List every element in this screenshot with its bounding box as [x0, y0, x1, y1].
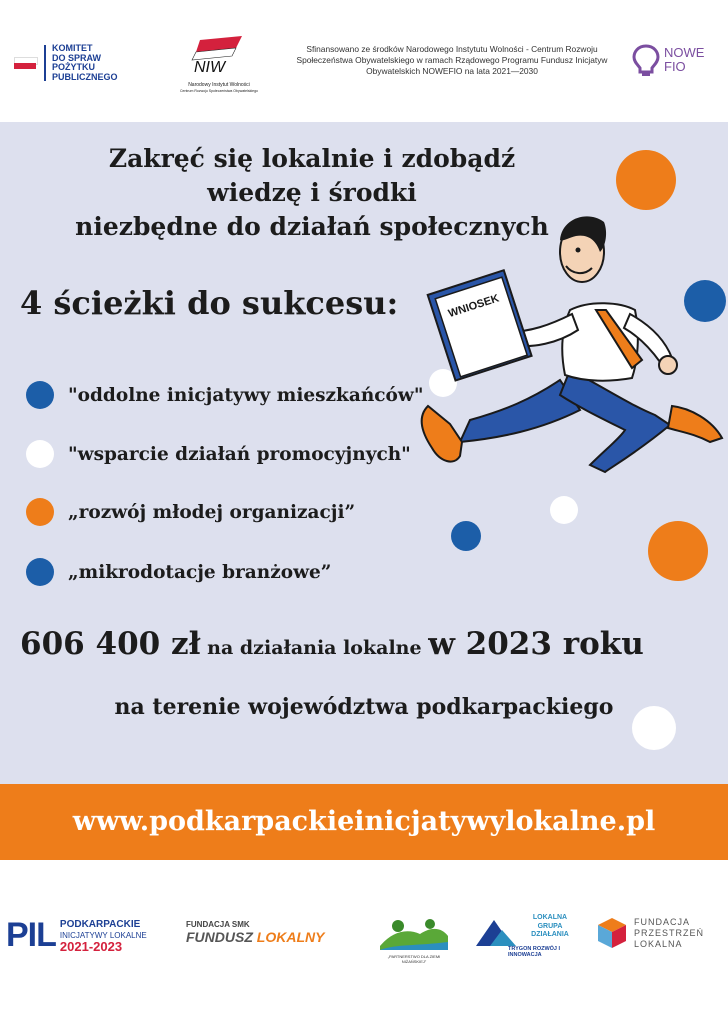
- kpp-logo: [14, 44, 142, 82]
- niw-logo: [176, 34, 262, 96]
- fpl-text-2: PRZESTRZEŃ: [634, 927, 705, 938]
- pil-years: 2021-2023: [59, 939, 123, 954]
- lightbulb-icon: [632, 44, 660, 76]
- path-label: "oddolne inicjatywy mieszkańców": [68, 384, 424, 406]
- trygon-text-1: LOKALNA: [532, 914, 568, 921]
- fundusz-lokalny-logo: [186, 920, 324, 945]
- niw-mark-text: NIW: [194, 59, 226, 74]
- path-label: "wsparcie działań promocyjnych": [68, 443, 411, 465]
- polish-flag-icon: [14, 57, 36, 69]
- smk-top: FUNDACJA SMK: [186, 920, 250, 929]
- kpp-text-3: POŻYTKU: [52, 62, 96, 72]
- funding-note: Sfinansowano ze środków Narodowego Instytutu Wolności - Centrum Rozwoju Społeczeństwa Obywatelskiego w ramach Rządowego Programu Fundusz Inicjatyw Obywatelskich NOWEFIO na lata 2021—2030: [296, 44, 608, 76]
- path-item: [26, 380, 423, 410]
- bullet-dot-icon: [26, 440, 54, 468]
- orange-circle: [648, 521, 708, 581]
- pil-logo: [6, 916, 147, 955]
- kpp-text-1: KOMITET: [52, 43, 93, 53]
- path-label: „rozwój młodej organizacji”: [68, 501, 356, 523]
- pil-mark: PIL: [6, 916, 56, 954]
- path-label: „mikrodotacje branżowe”: [68, 561, 332, 583]
- fundacja-przestrzen-lokalna-logo: [596, 916, 704, 950]
- amount-middle: na działania lokalne: [200, 637, 429, 659]
- path-item: [26, 497, 355, 527]
- trygon-sub: TRYGON ROZWÓJ I INNOWACJA: [508, 946, 561, 958]
- smk-right: LOKALNY: [256, 929, 325, 945]
- fio-line-1: NOWE: [664, 45, 705, 60]
- niw-caption: Narodowy Instytut Wolności: [188, 82, 250, 88]
- niw-caption-2: Centrum Rozwoju Społeczeństwa Obywatelskiego: [179, 89, 258, 93]
- smk-left: FUNDUSZ: [186, 929, 253, 945]
- website-link[interactable]: www.podkarpackieinicjatywylokalne.pl: [72, 806, 656, 837]
- fpl-text-1: FUNDACJA: [634, 916, 691, 927]
- sponsor-header: [0, 0, 728, 122]
- headline-line-2: wiedzę i środki: [207, 178, 417, 207]
- kpp-text-4: PUBLICZNEGO: [52, 71, 118, 82]
- trygon-text-2: GRUPA: [537, 922, 563, 930]
- white-circle: [550, 496, 578, 524]
- trygon-logo: [472, 912, 580, 960]
- headline-line-1: Zakręć się lokalnie i zdobądź: [108, 144, 516, 173]
- bullet-dot-icon: [26, 558, 54, 586]
- kpp-text-2: DO SPRAW: [52, 52, 102, 63]
- path-item: [26, 557, 331, 587]
- orange-circle: [616, 150, 676, 210]
- amount-value: 606 400 zł: [20, 626, 201, 662]
- paths-title: 4 ścieżki do sukcesu:: [20, 284, 399, 322]
- fpl-text-3: LOKALNA: [634, 938, 683, 949]
- triangle-icon: [472, 918, 520, 948]
- bullet-dot-icon: [26, 381, 54, 409]
- lgd-caption: „PARTNERSTWO DLA ZIEMI NIŻAŃSKIEJ”: [387, 954, 441, 964]
- amount-year: w 2023 roku: [428, 626, 644, 662]
- bullet-dot-icon: [26, 498, 54, 526]
- lgd-partnerstwo-logo: [376, 916, 452, 964]
- pil-line-2: INICJATYWY LOKALNE: [59, 931, 147, 940]
- funding-amount: [20, 626, 644, 662]
- fio-line-2: FIO: [664, 59, 686, 74]
- landscape-icon: [376, 916, 452, 952]
- application-document: [428, 270, 532, 380]
- cube-icon: [596, 916, 628, 950]
- trygon-text-3: DZIAŁANIA: [531, 931, 569, 938]
- nowefio-logo: [632, 44, 704, 76]
- running-man-illustration: [410, 210, 728, 480]
- document-label: WNIOSEK: [446, 292, 501, 321]
- niw-mark-icon: [186, 34, 246, 74]
- blue-circle: [451, 521, 481, 551]
- pil-line-1: PODKARPACKIE: [59, 919, 141, 930]
- headline-line-3: niezbędne do działań społecznych: [75, 212, 549, 241]
- path-item: [26, 439, 411, 469]
- region-text: na terenie województwa podkarpackiego: [114, 694, 614, 720]
